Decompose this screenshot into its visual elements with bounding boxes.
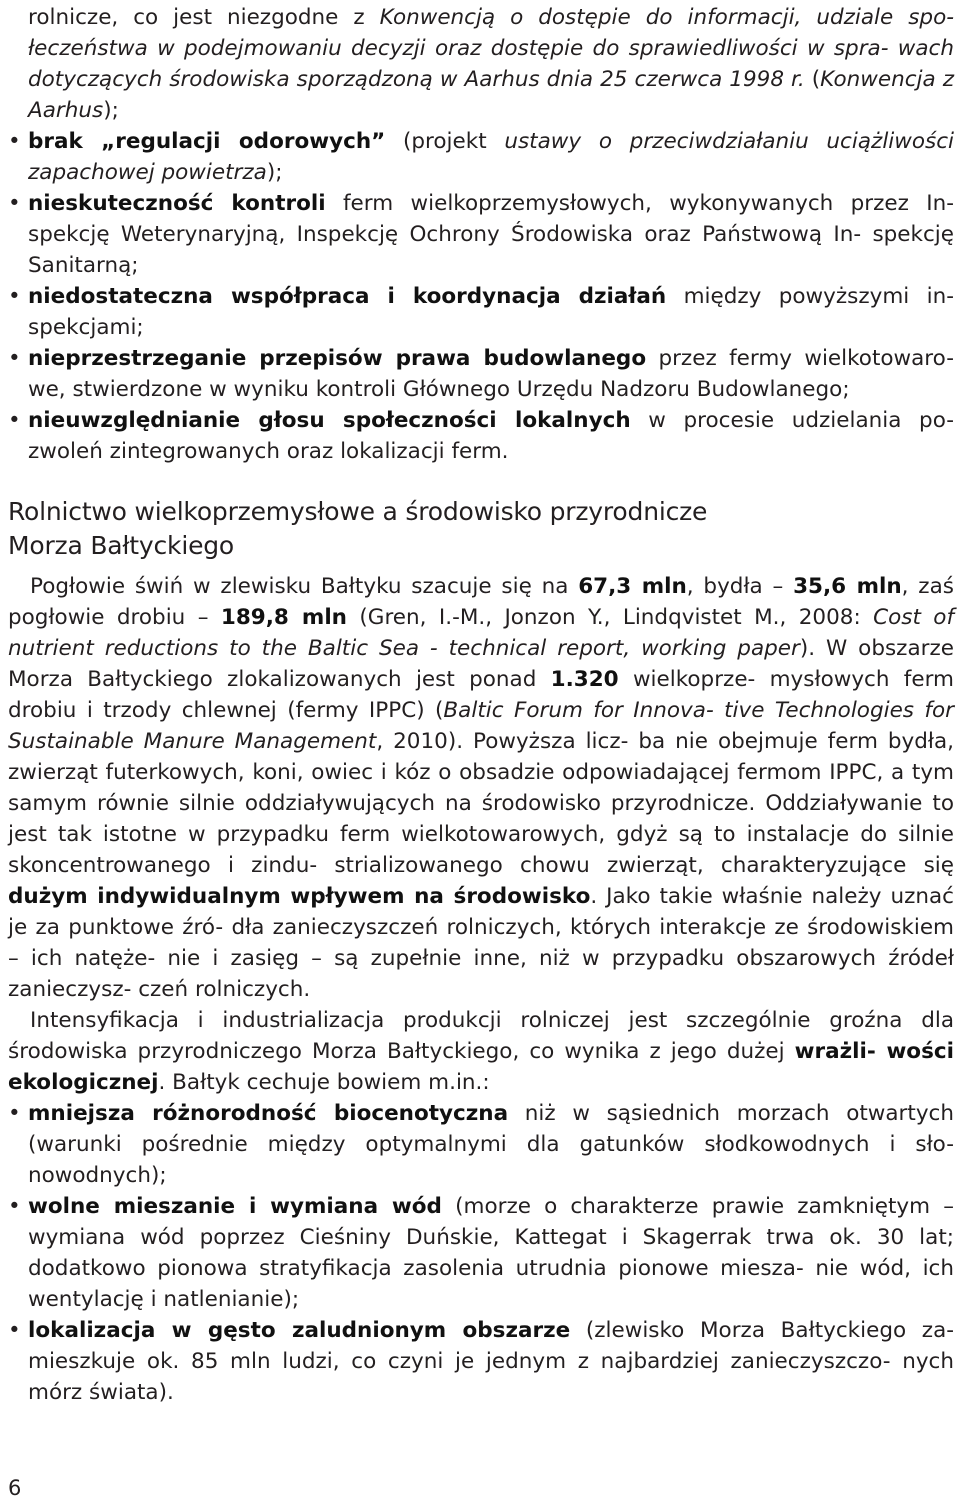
list-item — [8, 281, 954, 343]
bold-run: wolne mieszanie i wymiana wód — [28, 1194, 442, 1219]
text-run: między powyższymi in- spekcjami; — [28, 284, 954, 340]
heading-line-1: Rolnictwo wielkoprzemysłowe a środowisko przyrodnicze — [8, 497, 708, 526]
bold-run: brak „regulacji odorowych” — [28, 129, 386, 154]
bullet-icon: • — [8, 1318, 21, 1343]
bullet-icon: • — [8, 284, 21, 309]
list-item — [8, 343, 954, 405]
list-item — [8, 1315, 954, 1408]
text-run: (projekt — [385, 129, 505, 154]
body-paragraph-2: Intensyfikacja i industrializacja produkcji rolniczej jest szczególnie groźna dla środowiska przyrodniczego Morza Bałtyckiego, co wynika z jego dużej wrażli- wości ekologicznej. Bałtyk cechuje bowiem m.in.: — [8, 1008, 954, 1095]
text-run: ); — [266, 160, 283, 185]
body-paragraph-1: Pogłowie świń w zlewisku Bałtyku szacuje się na 67,3 mln, bydła – 35,6 mln, zaś pogłowie drobiu – 189,8 mln (Gren, I.-M., Jonzon Y., Lindqvistet M., 2008: Cost of nutrient reductions to the Baltic Sea - technical report, working paper). W obszarze Morza Bałtyckiego zlokalizowanych jest ponad 1.320 wielkoprze- mysłowych ferm drobiu i trzody chlewnej (fermy IPPC) (Baltic Forum for Innova- tive Technologies for Sustainable Manure Management, 2010). Powyższa licz- ba nie obejmuje ferm bydła, zwierząt futerkowych, koni, owiec i kóz o obsadzie odpowiadającej fermom IPPC, a tym samym równie silnie oddziaływujących na środowisko przyrodnicze. Oddziaływanie to jest tak istotne w przypadku ferm wielkotowarowych, gdyż są to instalacje do silnie skoncentrowanego i zindu- strializowanego chowu zwierząt, charakteryzujące się dużym indywidualnym wpływem na środowisko. Jako takie właśnie należy uznać je za punktowe źró- dła zanieczyszczeń rolniczych, których interakcje ze środowiskiem – ich natęże- nie i zasięg – są zupełnie inne, niż w przypadku obszarowych źródeł zanieczysz- czeń rolniczych. — [8, 574, 955, 1002]
intro-paragraph — [8, 2, 954, 126]
bold-run: nieprzestrzeganie przepisów prawa budowlanego — [28, 346, 647, 371]
text-run: ); — [103, 98, 119, 123]
bullet-icon: • — [8, 191, 21, 216]
bullet-icon: • — [8, 1194, 21, 1219]
text-run: (zlewisko Morza Bałtyckiego za- mieszkuje ok. 85 mln ludzi, co czyni je jednym z najbardziej zanieczyszczo- nych mórz świata). — [28, 1318, 955, 1405]
bold-run: lokalizacja w gęsto zaludnionym obszarze — [28, 1318, 571, 1343]
bullet-icon: • — [8, 1101, 21, 1126]
list-item — [8, 188, 954, 281]
bold-run: nieuwzględnianie głosu społeczności lokalnych — [28, 408, 631, 433]
italic-run: Konwencją o dostępie do informacji, udziale spo- łeczeństwa w podejmowaniu decyzji oraz dostępie do sprawiedliwości w spra- wach dotyczących środowiska sporządzoną w Aarhus dnia 25 czerwca 1998 r. — [28, 5, 954, 92]
bullet-icon: • — [8, 346, 21, 371]
bullet-list-baltic — [8, 1098, 954, 1408]
text-run: rolnicze, co jest niezgodne z — [28, 5, 380, 30]
bold-run: mniejsza różnorodność biocenotyczna — [28, 1101, 509, 1126]
section-heading — [8, 495, 954, 563]
text-run: ( — [804, 67, 821, 92]
bullet-icon: • — [8, 408, 21, 433]
bold-run: niedostateczna współpraca i koordynacja działań — [28, 284, 667, 309]
list-item — [8, 126, 954, 188]
italic-run: ustawy o przeciwdziałaniu uciążliwości zapachowej powietrza — [28, 129, 954, 185]
bullet-list-problems — [8, 126, 954, 467]
bullet-icon: • — [8, 129, 21, 154]
text-run: (morze o charakterze prawie zamkniętym – wymiana wód poprzez Cieśniny Duńskie, Kattegat i Skagerrak trwa ok. 30 lat; dodatkowo pionowa stratyfikacja zasolenia utrudnia pionowe miesza- nie wód, ich wentylację i natlenianie); — [28, 1194, 954, 1312]
text-run: przez fermy wielkotowaro- we, stwierdzone w wyniku kontroli Głównego Urzędu Nadzoru Budowlanego; — [28, 346, 954, 402]
list-item — [8, 1098, 954, 1191]
bold-run: nieskuteczność kontroli — [28, 191, 326, 216]
page-number: 6 — [8, 1476, 22, 1500]
text-run: w procesie udzielania po- zwoleń zintegrowanych oraz lokalizacji ferm. — [28, 408, 955, 464]
document-page — [8, 2, 954, 1408]
text-run: ferm wielkoprzemysłowych, wykonywanych przez In- spekcję Weterynaryjną, Inspekcję Ochrony Środowiska oraz Państwową In- spekcję Sanitarną; — [28, 191, 954, 278]
heading-line-2: Morza Bałtyckiego — [8, 531, 235, 560]
list-item — [8, 405, 954, 467]
italic-run: Konwencja z Aarhus — [28, 67, 954, 123]
text-run: niż w sąsiednich morzach otwartych (warunki pośrednie między optymalnymi dla gatunków słodkowodnych i sło- nowodnych); — [28, 1101, 954, 1188]
list-item — [8, 1191, 954, 1315]
